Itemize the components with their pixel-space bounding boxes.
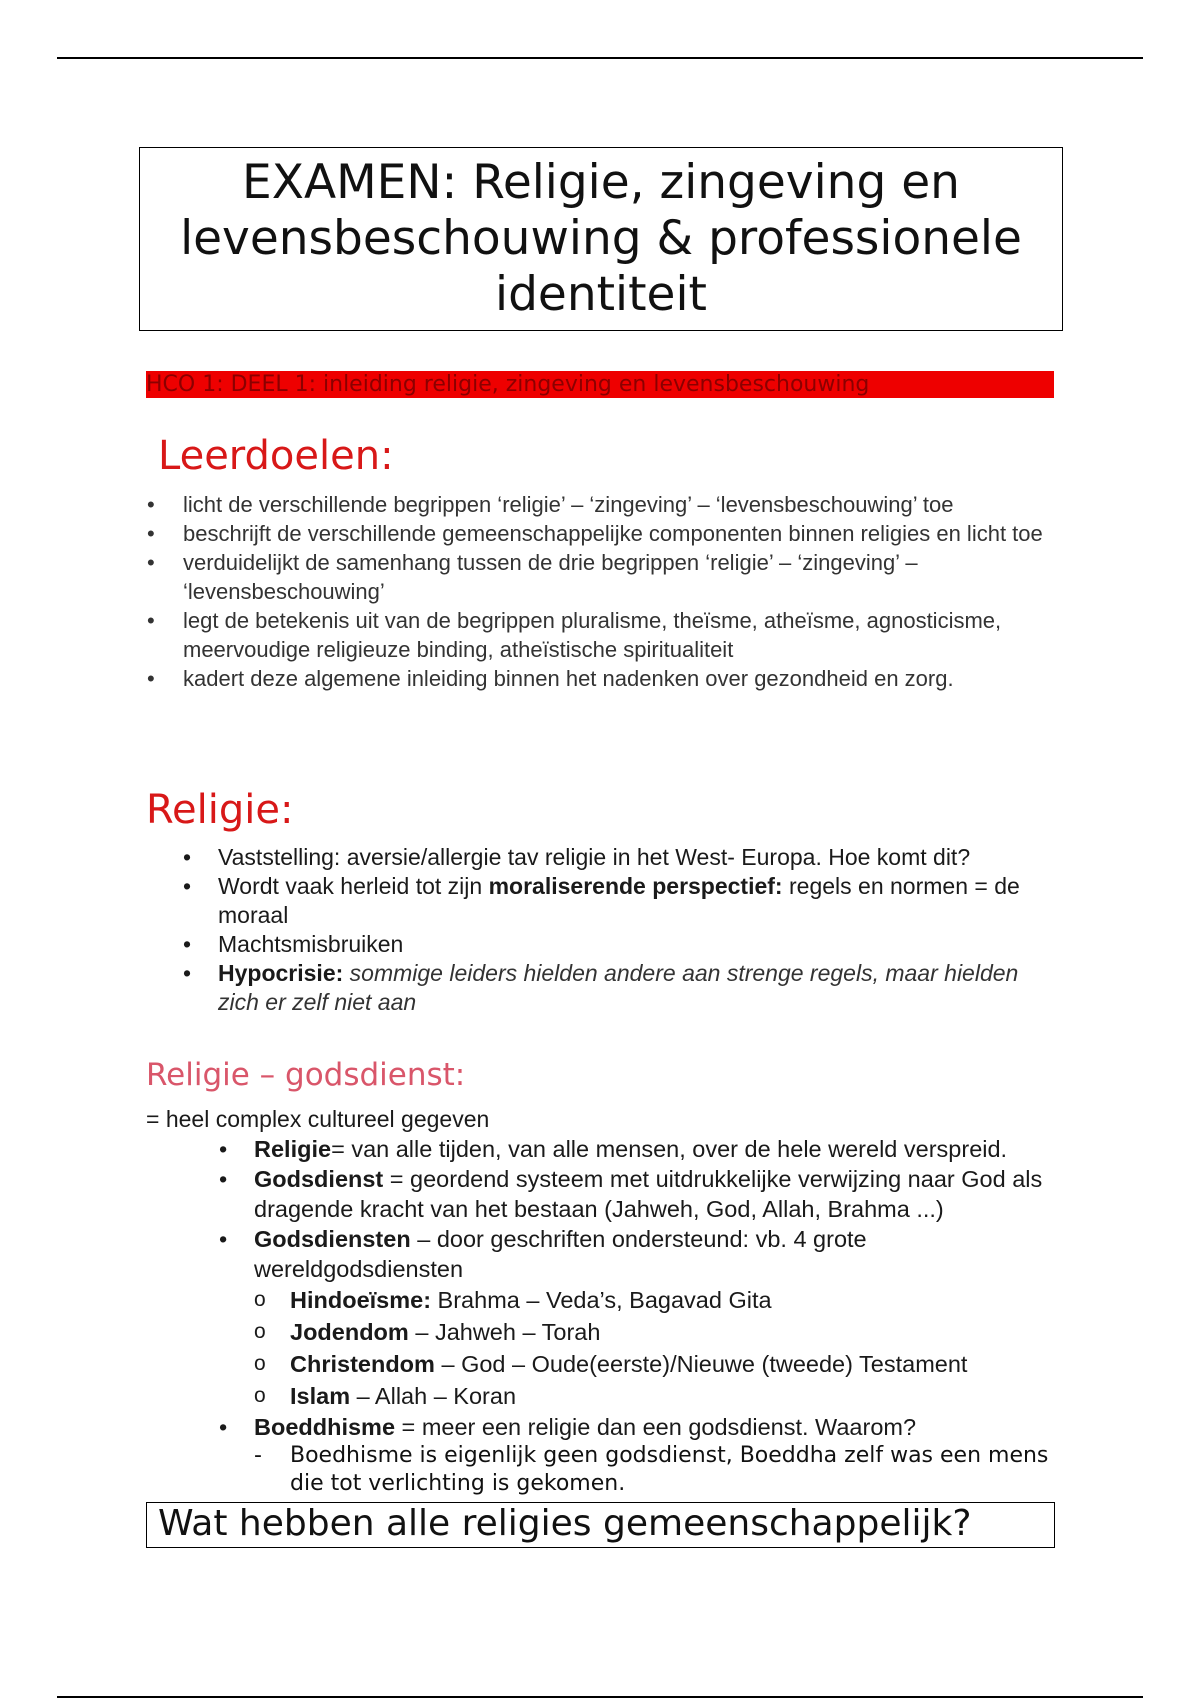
list-item-bold: Hindoeïsme:: [290, 1287, 432, 1313]
leerdoelen-list: [147, 490, 1047, 693]
list-item: [219, 1412, 1069, 1498]
list-item-bold: Boeddhisme: [254, 1414, 396, 1440]
list-item: [183, 930, 1063, 959]
leerdoelen-heading: Leerdoelen:: [158, 433, 394, 479]
list-item: [183, 872, 1063, 930]
godsdienst-list: [219, 1134, 1069, 1498]
page-title: EXAMEN: Religie, zingeving en levensbeschouwing & professionele identiteit: [139, 147, 1063, 331]
bullet-icon: •: [147, 492, 155, 517]
list-item: [147, 548, 1047, 606]
list-item-text: kadert deze algemene inleiding binnen het nadenken over gezondheid en zorg.: [183, 666, 954, 691]
bullet-icon: •: [183, 931, 192, 957]
godsdienst-heading: Religie – godsdienst:: [146, 1057, 466, 1093]
list-item: [183, 959, 1063, 1017]
bullet-icon: •: [219, 1166, 228, 1192]
circle-bullet-icon: o: [254, 1288, 266, 1311]
dash-bullet-icon: -: [254, 1443, 262, 1468]
bullet-icon: •: [147, 550, 155, 575]
list-item-text: – God – Oude(eerste)/Nieuwe (tweede) Testament: [434, 1351, 968, 1377]
list-item: [147, 519, 1047, 548]
list-item: [254, 1284, 1069, 1316]
list-item-text: legt de betekenis uit van de begrippen pluralisme, theïsme, atheïsme, agnosticisme, meervoudige religieuze binding, atheïstische spiritualiteit: [183, 608, 1002, 662]
list-item-text: = geordend systeem met uitdrukkelijke verwijzing naar God als dragende kracht van het bestaan (Jahweh, God, Allah, Brahma ...): [254, 1166, 1043, 1222]
bullet-icon: •: [219, 1414, 228, 1440]
bullet-icon: •: [147, 666, 155, 691]
list-item-text: – door geschriften ondersteund: vb. 4 grote wereldgodsdiensten: [254, 1226, 867, 1282]
list-item: [219, 1134, 1069, 1164]
wereldgodsdiensten-list: [254, 1284, 1069, 1412]
list-item-bold: Religie: [254, 1136, 332, 1162]
circle-bullet-icon: o: [254, 1384, 266, 1407]
top-rule: [57, 57, 1143, 59]
list-item-bold: moraliserende perspectief:: [488, 873, 783, 899]
list-item-bold: Christendom: [290, 1351, 435, 1377]
circle-bullet-icon: o: [254, 1320, 266, 1343]
list-item: [147, 606, 1047, 664]
religie-list: [183, 843, 1063, 1017]
list-item-text: Brahma – Veda’s, Bagavad Gita: [431, 1287, 772, 1313]
dash-item: [254, 1442, 1069, 1498]
list-item-text: Wordt vaak herleid tot zijn: [218, 873, 489, 899]
list-item: [254, 1348, 1069, 1380]
list-item-text: verduidelijkt de samenhang tussen de drie begrippen ‘religie’ – ‘zingeving’ – ‘levensbeschouwing’: [183, 550, 918, 604]
circle-bullet-icon: o: [254, 1352, 266, 1375]
section-banner: HCO 1: DEEL 1: inleiding religie, zingeving en levensbeschouwing: [146, 371, 1054, 398]
list-item: [219, 1164, 1069, 1224]
question-box: Wat hebben alle religies gemeenschappelijk?: [146, 1502, 1055, 1548]
bullet-icon: •: [183, 873, 192, 899]
list-item-bold: Godsdienst: [254, 1166, 384, 1192]
bullet-icon: •: [219, 1226, 228, 1252]
list-item-text: Boedhisme is eigenlijk geen godsdienst, Boeddha zelf was een mens die tot verlichting is gekomen.: [290, 1443, 1049, 1496]
godsdienst-intro: = heel complex cultureel gegeven: [146, 1106, 490, 1132]
list-item-text: licht de verschillende begrippen ‘religie’ – ‘zingeving’ – ‘levensbeschouwing’ toe: [183, 492, 954, 517]
list-item: [147, 664, 1047, 693]
list-item-text: – Jahweh – Torah: [408, 1319, 601, 1345]
bullet-icon: •: [147, 608, 155, 633]
list-item-bold: Jodendom: [290, 1319, 409, 1345]
list-item-text: Vaststelling: aversie/allergie tav religie in het West- Europa. Hoe komt dit?: [218, 844, 971, 870]
list-item-text: beschrijft de verschillende gemeenschappelijke componenten binnen religies en licht toe: [183, 521, 1043, 546]
list-item-bold: Islam: [290, 1383, 351, 1409]
list-item-text: = meer een religie dan een godsdienst. Waarom?: [395, 1414, 917, 1440]
bullet-icon: •: [183, 844, 192, 870]
bottom-rule: [57, 1696, 1143, 1698]
bullet-icon: •: [147, 521, 155, 546]
list-item-text: regels en normen = de moraal: [218, 873, 1020, 928]
list-item-italic: sommige leiders hielden andere aan strenge regels, maar hielden zich er zelf niet aan: [218, 960, 1019, 1015]
religie-heading: Religie:: [146, 787, 294, 833]
list-item-text: = van alle tijden, van alle mensen, over de hele wereld verspreid.: [331, 1136, 1008, 1162]
list-item: [254, 1380, 1069, 1412]
bullet-icon: •: [183, 960, 192, 986]
list-item-bold: Godsdiensten: [254, 1226, 411, 1252]
bullet-icon: •: [219, 1136, 228, 1162]
list-item-text: Machtsmisbruiken: [218, 931, 404, 957]
list-item: [147, 490, 1047, 519]
list-item: [183, 843, 1063, 872]
list-item: [219, 1224, 1069, 1412]
list-item-text: – Allah – Koran: [350, 1383, 517, 1409]
list-item: [254, 1316, 1069, 1348]
list-item-bold: Hypocrisie:: [218, 960, 344, 986]
